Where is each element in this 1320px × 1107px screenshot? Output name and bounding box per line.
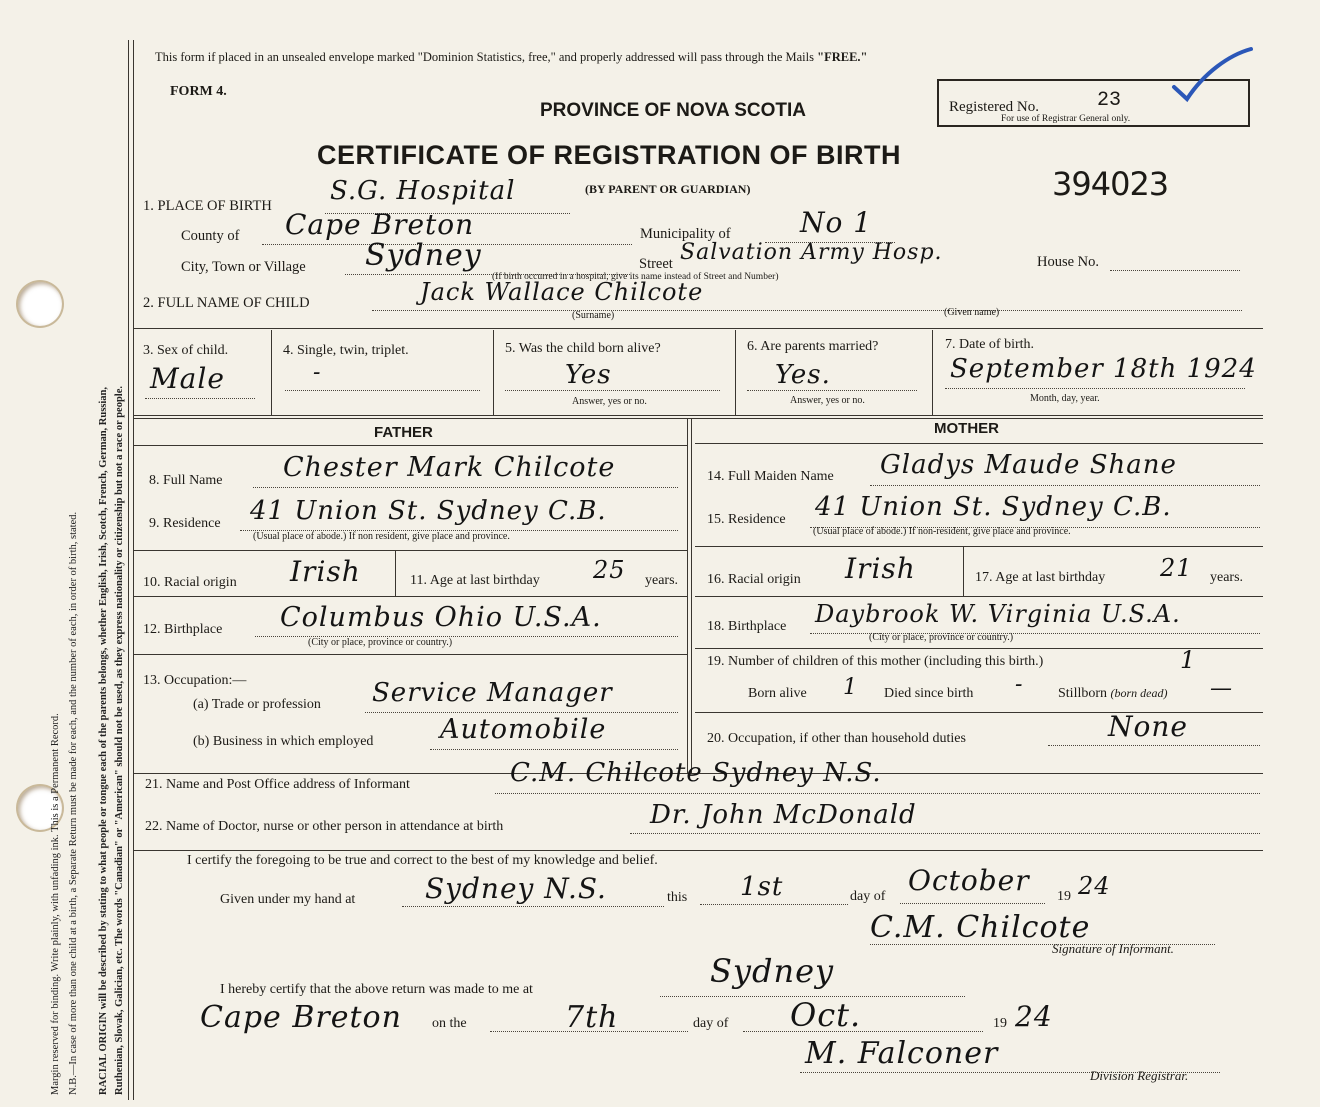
mother-name-value: Gladys Maude Shane xyxy=(880,450,1177,480)
province-heading: PROVINCE OF NOVA SCOTIA xyxy=(540,100,807,121)
surname-note: (Surname) xyxy=(572,310,615,321)
registrar-signature-label: Division Registrar. xyxy=(1090,1068,1189,1083)
city-value: Sydney xyxy=(365,238,482,273)
father-residence-label: 9. Residence xyxy=(149,516,221,531)
date-of-birth-note: Month, day, year. xyxy=(1030,393,1100,404)
municipality-label: Municipality of xyxy=(640,226,731,242)
mother-age-label: 17. Age at last birthday xyxy=(975,570,1106,585)
born-alive-count-value: 1 xyxy=(843,675,858,700)
born-alive-label: 5. Was the child born alive? xyxy=(505,341,661,356)
house-number-label: House No. xyxy=(1037,254,1100,270)
father-birthplace-value: Columbus Ohio U.S.A. xyxy=(280,602,602,633)
this-label: this xyxy=(667,890,688,905)
mother-residence-note: (Usual place of abode.) If non-resident, give place and province. xyxy=(813,526,1071,537)
mother-birthplace-note: (City or place, province or country.) xyxy=(869,632,1014,643)
county-value: Cape Breton xyxy=(285,208,475,241)
mother-birthplace-value: Daybrook W. Virginia U.S.A. xyxy=(815,600,1181,628)
margin-note-1: Margin reserved for binding. Write plainly, with unfading ink. This is a Permanent Record. xyxy=(50,713,61,1095)
mother-age-value: 21 xyxy=(1160,554,1193,582)
mother-racial-value: Irish xyxy=(845,552,916,585)
form-number: FORM 4. xyxy=(170,84,227,99)
registered-label: Registered No. xyxy=(949,99,1039,115)
parents-married-value: Yes. xyxy=(775,360,831,390)
informant-value: C.M. Chilcote Sydney N.S. xyxy=(510,758,882,788)
parents-married-label: 6. Are parents married? xyxy=(747,339,879,354)
mother-birthplace-label: 18. Birthplace xyxy=(707,619,787,634)
father-age-unit: years. xyxy=(645,573,679,588)
registrar-day-of: day of xyxy=(693,1016,729,1031)
doctor-value: Dr. John McDonald xyxy=(650,800,917,830)
column-divider xyxy=(687,418,688,773)
father-business-value: Automobile xyxy=(440,714,607,745)
father-racial-value: Irish xyxy=(290,555,361,588)
single-twin-label: 4. Single, twin, triplet. xyxy=(283,343,409,358)
county-label: County of xyxy=(181,228,240,244)
father-heading: FATHER xyxy=(374,424,433,441)
registrar-signature: M. Falconer xyxy=(805,1036,999,1071)
father-occupation-label: 13. Occupation:— xyxy=(143,673,247,688)
child-name-value: Jack Wallace Chilcote xyxy=(420,278,704,306)
city-label: City, Town or Village xyxy=(181,259,306,275)
mother-residence-value: 41 Union St. Sydney C.B. xyxy=(815,492,1172,522)
child-name-label: 2. FULL NAME OF CHILD xyxy=(143,295,310,311)
sex-value: Male xyxy=(150,362,225,395)
registrar-day-value: 7th xyxy=(565,1000,619,1035)
died-since-birth-label: Died since birth xyxy=(884,686,974,701)
margin-note-2: N.B.—In case of more than one child at a birth, a Separate Return must be made for each, and the number of each, in order of birth, stated. xyxy=(68,511,79,1095)
parents-married-note: Answer, yes or no. xyxy=(790,395,865,406)
street-label: Street xyxy=(639,256,673,272)
single-twin-value: - xyxy=(313,360,322,385)
mail-free: "FREE." xyxy=(817,50,868,64)
father-birthplace-note: (City or place, province or country.) xyxy=(308,637,453,648)
father-name-label: 8. Full Name xyxy=(149,473,223,488)
margin-rule xyxy=(128,40,129,1100)
mother-name-label: 14. Full Maiden Name xyxy=(707,469,834,484)
binding-hole-top xyxy=(18,282,62,326)
stillborn-note: (born dead) xyxy=(1110,686,1168,700)
father-residence-note: (Usual place of abode.) If non resident, give place and province. xyxy=(253,531,510,542)
date-of-birth-value: September 18th 1924 xyxy=(950,354,1257,384)
father-residence-value: 41 Union St. Sydney C.B. xyxy=(250,496,607,526)
cert-month-value: October xyxy=(908,864,1030,897)
place-of-birth-value: S.G. Hospital xyxy=(330,176,516,206)
registrar-county-value: Cape Breton xyxy=(200,1000,402,1035)
father-age-label: 11. Age at last birthday xyxy=(410,573,540,588)
mother-heading: MOTHER xyxy=(934,420,999,437)
registered-box xyxy=(937,79,1250,127)
margin-note-4: Ruthenian, Slovak, Galician, etc. The words "Canadian" or "American" should not be used, as they express nationality or citizenship but not a race or people. xyxy=(114,386,125,1095)
cert-day-of-label: day of xyxy=(850,889,886,904)
registrar-use-note: For use of Registrar General only. xyxy=(1001,114,1131,124)
cert-day-value: 1st xyxy=(740,872,784,902)
registered-value: 23 xyxy=(1097,89,1122,112)
mother-racial-label: 16. Racial origin xyxy=(707,572,801,587)
check-mark-icon xyxy=(1169,43,1259,103)
born-alive-note: Answer, yes or no. xyxy=(572,396,647,407)
certify-statement: I certify the foregoing to be true and correct to the best of my knowledge and belief. xyxy=(187,853,658,868)
certificate-title: CERTIFICATE OF REGISTRATION OF BIRTH xyxy=(317,140,901,170)
stamp-number: 394023 xyxy=(1052,165,1169,203)
informant-signature-label: Signature of Informant. xyxy=(1052,941,1174,956)
registrar-statement: I hereby certify that the above return was made to me at xyxy=(220,982,533,997)
mother-occupation-label: 20. Occupation, if other than household duties xyxy=(707,731,966,746)
mother-occupation-value: None xyxy=(1108,710,1188,743)
stillborn-label xyxy=(1058,686,1168,702)
died-since-birth-value: - xyxy=(1015,672,1024,697)
registrar-place-value: Sydney xyxy=(710,952,835,990)
sex-label: 3. Sex of child. xyxy=(143,343,229,358)
registrar-on-the: on the xyxy=(432,1016,467,1031)
street-note: (If birth occurred in a hospital, give its name instead of Street and Number) xyxy=(492,272,779,282)
margin-rule-2 xyxy=(133,40,134,1100)
mail-notice xyxy=(155,50,867,65)
registrar-year-value: 24 xyxy=(1015,1000,1053,1033)
father-name-value: Chester Mark Chilcote xyxy=(283,452,616,483)
by-parent-note: (BY PARENT OR GUARDIAN) xyxy=(585,182,751,196)
born-alive-value: Yes xyxy=(565,360,612,390)
date-of-birth-label: 7. Date of birth. xyxy=(945,337,1035,352)
given-place-value: Sydney N.S. xyxy=(425,872,607,905)
mother-age-unit: years. xyxy=(1210,570,1244,585)
mail-notice-text: This form if placed in an unsealed envelope marked "Dominion Statistics, free," and properly addressed will pass through the Mails xyxy=(155,50,814,64)
informant-signature: C.M. Chilcote xyxy=(870,910,1091,945)
street-value: Salvation Army Hosp. xyxy=(680,240,943,265)
given-under-label: Given under my hand at xyxy=(220,892,356,907)
father-age-value: 25 xyxy=(593,556,626,584)
mother-children-value: 1 xyxy=(1180,646,1197,674)
cert-year-value: 24 xyxy=(1078,872,1111,900)
registrar-year-prefix: 19 xyxy=(993,1016,1007,1031)
informant-label: 21. Name and Post Office address of Informant xyxy=(145,777,410,792)
mother-children-label: 19. Number of children of this mother (including this birth.) xyxy=(707,654,1044,669)
mother-residence-label: 15. Residence xyxy=(707,512,786,527)
father-trade-value: Service Manager xyxy=(372,678,613,708)
cert-year-prefix: 19 xyxy=(1057,889,1071,904)
stillborn-value: — xyxy=(1210,676,1233,701)
father-business-label: (b) Business in which employed xyxy=(193,734,374,749)
margin-note-3: RACIAL ORIGIN will be described by stating to what people or tongue each of the parents belongs, whether English, Irish, Scotch, French, German, Russian, xyxy=(98,386,109,1095)
father-racial-label: 10. Racial origin xyxy=(143,575,237,590)
father-birthplace-label: 12. Birthplace xyxy=(143,622,223,637)
given-name-note: (Given name) xyxy=(944,307,1000,318)
doctor-label: 22. Name of Doctor, nurse or other person in attendance at birth xyxy=(145,819,504,834)
father-trade-label: (a) Trade or profession xyxy=(193,697,321,712)
registrar-month-value: Oct. xyxy=(790,996,862,1034)
stillborn-label-text: Stillborn xyxy=(1058,686,1108,701)
municipality-value: No 1 xyxy=(800,206,873,239)
born-alive-count-label: Born alive xyxy=(748,686,807,701)
place-of-birth-label: 1. PLACE OF BIRTH xyxy=(143,198,272,214)
